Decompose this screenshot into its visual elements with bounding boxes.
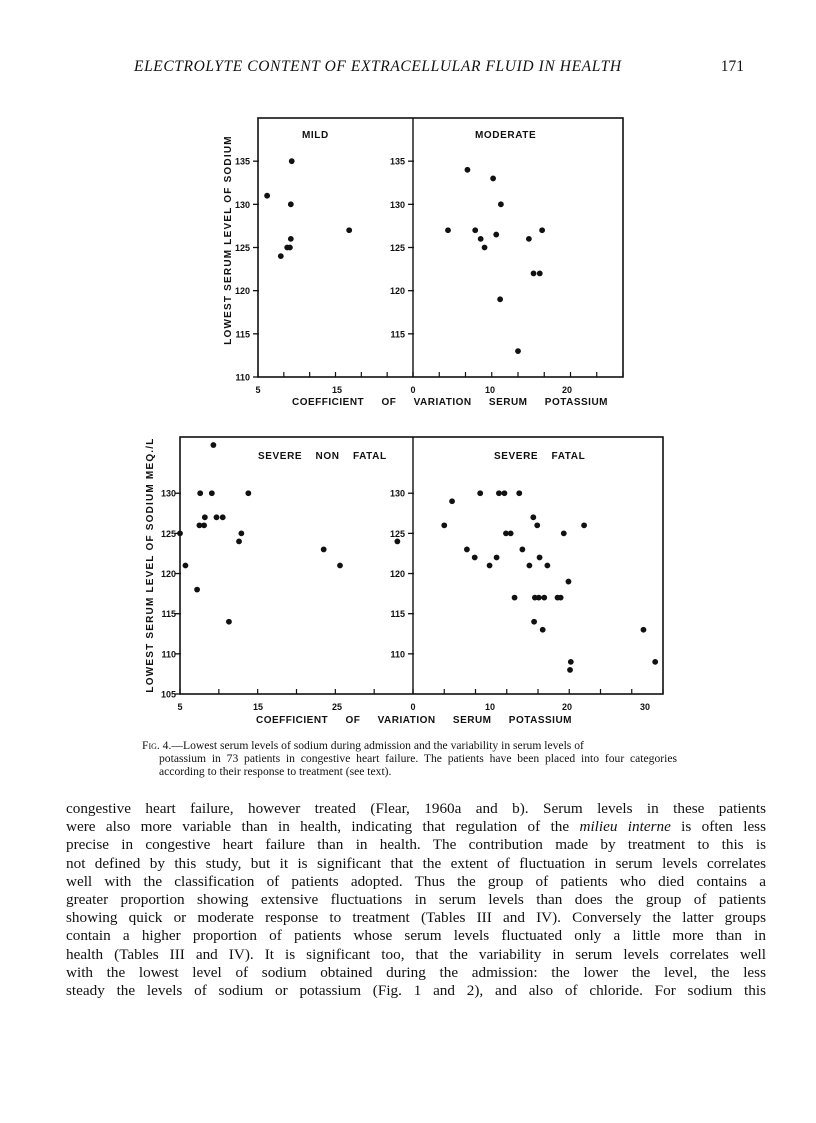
bottom-y-axis-label: LOWEST SERUM LEVEL OF SODIUM MEQ./L (145, 437, 156, 693)
panel-title-mild: MILD (302, 130, 329, 141)
mild-axes (234, 156, 416, 395)
severe-non-fatal-data-point (245, 490, 251, 496)
severe-fatal-data-point (494, 555, 500, 561)
y-tick-label: 110 (390, 649, 405, 660)
severe-fatal-data-point (441, 522, 447, 528)
severe-fatal-data-point (566, 579, 572, 585)
body-line: with the lowest level of sodium obtained during the admission: the lower the level, the less (66, 963, 766, 981)
page-number: 171 (720, 58, 744, 75)
severe-fatal-data-point (544, 563, 550, 569)
moderate-data-point (490, 176, 496, 182)
moderate-data-point (515, 348, 521, 354)
severe-non-fatal-data-point (183, 563, 189, 569)
severe-fatal-data-point (449, 498, 455, 504)
severe-fatal-data-point (540, 627, 546, 633)
severe-fatal-data-point (531, 619, 537, 625)
panel-title-moderate: MODERATE (475, 130, 537, 141)
y-tick-label: 115 (390, 609, 405, 620)
panel-title-severe-non-fatal: SEVERE NON FATAL (258, 451, 387, 462)
severe-non-fatal-data-point (209, 490, 215, 496)
severe-non-fatal-axes (160, 442, 416, 712)
severe-non-fatal-data-point (197, 490, 203, 496)
y-tick-label: 120 (389, 569, 405, 580)
mild-data-point (264, 193, 270, 199)
x-tick-label: 5 (255, 385, 261, 395)
moderate-data-point (498, 201, 504, 207)
moderate-data-point (531, 271, 537, 277)
top-figure (223, 118, 623, 408)
severe-non-fatal-data-point (214, 514, 220, 520)
severe-non-fatal-data-point (337, 563, 343, 569)
y-tick-label: 125 (160, 528, 176, 539)
severe-fatal-data-point (502, 490, 508, 496)
mild-data-point (346, 227, 352, 233)
severe-non-fatal-data-point (238, 530, 244, 536)
moderate-data-point (537, 271, 543, 277)
moderate-axes (390, 157, 623, 395)
severe-fatal-data-point (519, 547, 525, 553)
x-tick-label: 25 (331, 702, 343, 712)
severe-fatal-data-point (568, 659, 574, 665)
severe-fatal-data-point (516, 490, 522, 496)
severe-fatal-data-point (487, 563, 493, 569)
severe-non-fatal-data-point (201, 522, 207, 528)
figure-label: Fig. 4. (142, 739, 172, 752)
severe-fatal-data-point (536, 595, 542, 601)
severe-fatal-data-point (464, 547, 470, 553)
mild-data-point (287, 245, 293, 251)
bottom-frame (180, 437, 663, 694)
severe-fatal-data-point (508, 530, 514, 536)
running-title: ELECTROLYTE CONTENT OF EXTRACELLULAR FLUID IN HEALTH (134, 58, 622, 75)
body-line: congestive heart failure, however treated (Flear, 1960a and b). Serum levels in these patients (66, 800, 766, 817)
moderate-data-point (493, 232, 499, 238)
severe-non-fatal-data-point (177, 530, 183, 536)
severe-fatal-data-point (394, 539, 400, 545)
body-line: greater proportion showing extensive fluctuations in serum levels than does the group of patients (66, 891, 766, 909)
y-tick-label: 125 (389, 528, 405, 539)
severe-fatal-data-point (541, 595, 547, 601)
severe-non-fatal-data-point (321, 547, 327, 553)
body-line: well with the classification of patients adopted. Thus the group of patients who died contains a (66, 872, 766, 890)
severe-non-fatal-data-point (220, 514, 226, 520)
moderate-data-point (478, 236, 484, 242)
mild-data-point (288, 201, 294, 207)
y-tick-label: 130 (160, 488, 176, 499)
severe-fatal-data-point (561, 530, 567, 536)
y-tick-label: 135 (234, 156, 250, 167)
body-paragraph (66, 800, 766, 1000)
severe-fatal-data-point (496, 490, 502, 496)
figure-caption (142, 740, 677, 778)
severe-non-fatal-data-point (236, 539, 242, 545)
moderate-data-point (482, 245, 488, 251)
body-line: steady the levels of sodium or potassium (Fig. 1 and 2), and also of chloride. For sodium this (66, 982, 766, 1000)
y-tick-label: 125 (234, 243, 250, 253)
y-tick-label: 115 (235, 329, 250, 340)
severe-non-fatal-data-point (226, 619, 232, 625)
top-x-axis-label: COEFFICIENT OF VARIATION SERUM POTASSIUM (292, 397, 608, 408)
severe-fatal-data-point (477, 490, 483, 496)
y-tick-label: 130 (389, 488, 405, 499)
severe-fatal-data-point (581, 522, 587, 528)
mild-data-point (278, 253, 284, 259)
y-tick-label: 110 (161, 649, 176, 660)
x-tick-label: 15 (252, 702, 264, 712)
severe-fatal-axes (390, 489, 663, 712)
y-tick-label: 135 (389, 156, 405, 167)
x-tick-label: 15 (331, 385, 343, 395)
caption-text: —Lowest serum levels of sodium during admission and the variability in serum levels of (171, 739, 584, 752)
y-tick-label: 120 (389, 286, 405, 297)
x-tick-label: 10 (484, 385, 496, 395)
x-tick-label: 0 (410, 385, 416, 395)
y-tick-label: 105 (160, 689, 176, 700)
x-tick-label: 10 (484, 702, 496, 712)
body-line: precise in congestive heart failure than in health. The contribution made by treatment to this is (66, 836, 766, 854)
top-frame (258, 118, 623, 377)
severe-fatal-data-point (512, 595, 518, 601)
y-tick-label: 125 (389, 243, 405, 253)
x-tick-label: 0 (410, 702, 416, 712)
body-line: not defined by this study, but it is significant that the extent of fluctuation in serum levels correlates (66, 854, 766, 872)
severe-fatal-data-point (641, 627, 647, 633)
severe-non-fatal-data-point (202, 514, 208, 520)
moderate-data-point (472, 227, 478, 233)
moderate-data-point (526, 236, 532, 242)
severe-fatal-data-point (534, 522, 540, 528)
moderate-data-point (465, 167, 471, 173)
severe-non-fatal-data-point (210, 442, 216, 448)
y-tick-label: 115 (161, 609, 176, 620)
severe-fatal-data-point (537, 555, 543, 561)
bottom-x-axis-label: COEFFICIENT OF VARIATION SERUM POTASSIUM (256, 715, 572, 726)
moderate-data-point (445, 227, 451, 233)
mild-data-point (289, 158, 295, 164)
x-tick-label: 30 (639, 702, 651, 712)
severe-fatal-data-point (567, 667, 573, 673)
panel-title-severe-fatal: SEVERE FATAL (494, 451, 586, 462)
severe-fatal-data-point (472, 555, 478, 561)
caption-continuation: potassium in 73 patients in congestive heart failure. The patients have been placed into four categories according to their response to treatment (see text). (159, 751, 677, 778)
top-y-axis-label: LOWEST SERUM LEVEL OF SODIUM (223, 135, 234, 345)
severe-fatal-data-point (530, 514, 536, 520)
y-tick-label: 115 (390, 329, 405, 340)
severe-non-fatal-data-point (194, 587, 200, 593)
moderate-data-point (497, 296, 503, 302)
y-tick-label: 120 (234, 286, 250, 297)
body-line: showing quick or moderate response to treatment (Tables III and IV). Conversely the latter groups (66, 909, 766, 927)
body-line: contain a higher proportion of patients whose serum levels fluctuated only a little more than in (66, 927, 766, 945)
body-line: were also more variable than in health, indicating that regulation of the milieu interne is often less (66, 818, 767, 836)
italic-term: milieu interne (579, 818, 671, 836)
severe-fatal-data-point (527, 563, 533, 569)
bottom-figure (145, 437, 663, 726)
x-tick-label: 20 (561, 702, 573, 712)
body-line: health (Tables III and IV). It is significant too, that the variability in serum levels correlates well (66, 945, 766, 963)
y-tick-label: 110 (235, 372, 250, 383)
severe-fatal-data-point (558, 595, 564, 601)
moderate-data-point (539, 227, 545, 233)
mild-data-point (288, 236, 294, 242)
x-tick-label: 5 (177, 702, 183, 712)
x-tick-label: 20 (561, 385, 573, 395)
y-tick-label: 120 (160, 569, 176, 580)
severe-fatal-data-point (652, 659, 658, 665)
y-tick-label: 130 (234, 199, 250, 210)
y-tick-label: 130 (389, 199, 405, 210)
